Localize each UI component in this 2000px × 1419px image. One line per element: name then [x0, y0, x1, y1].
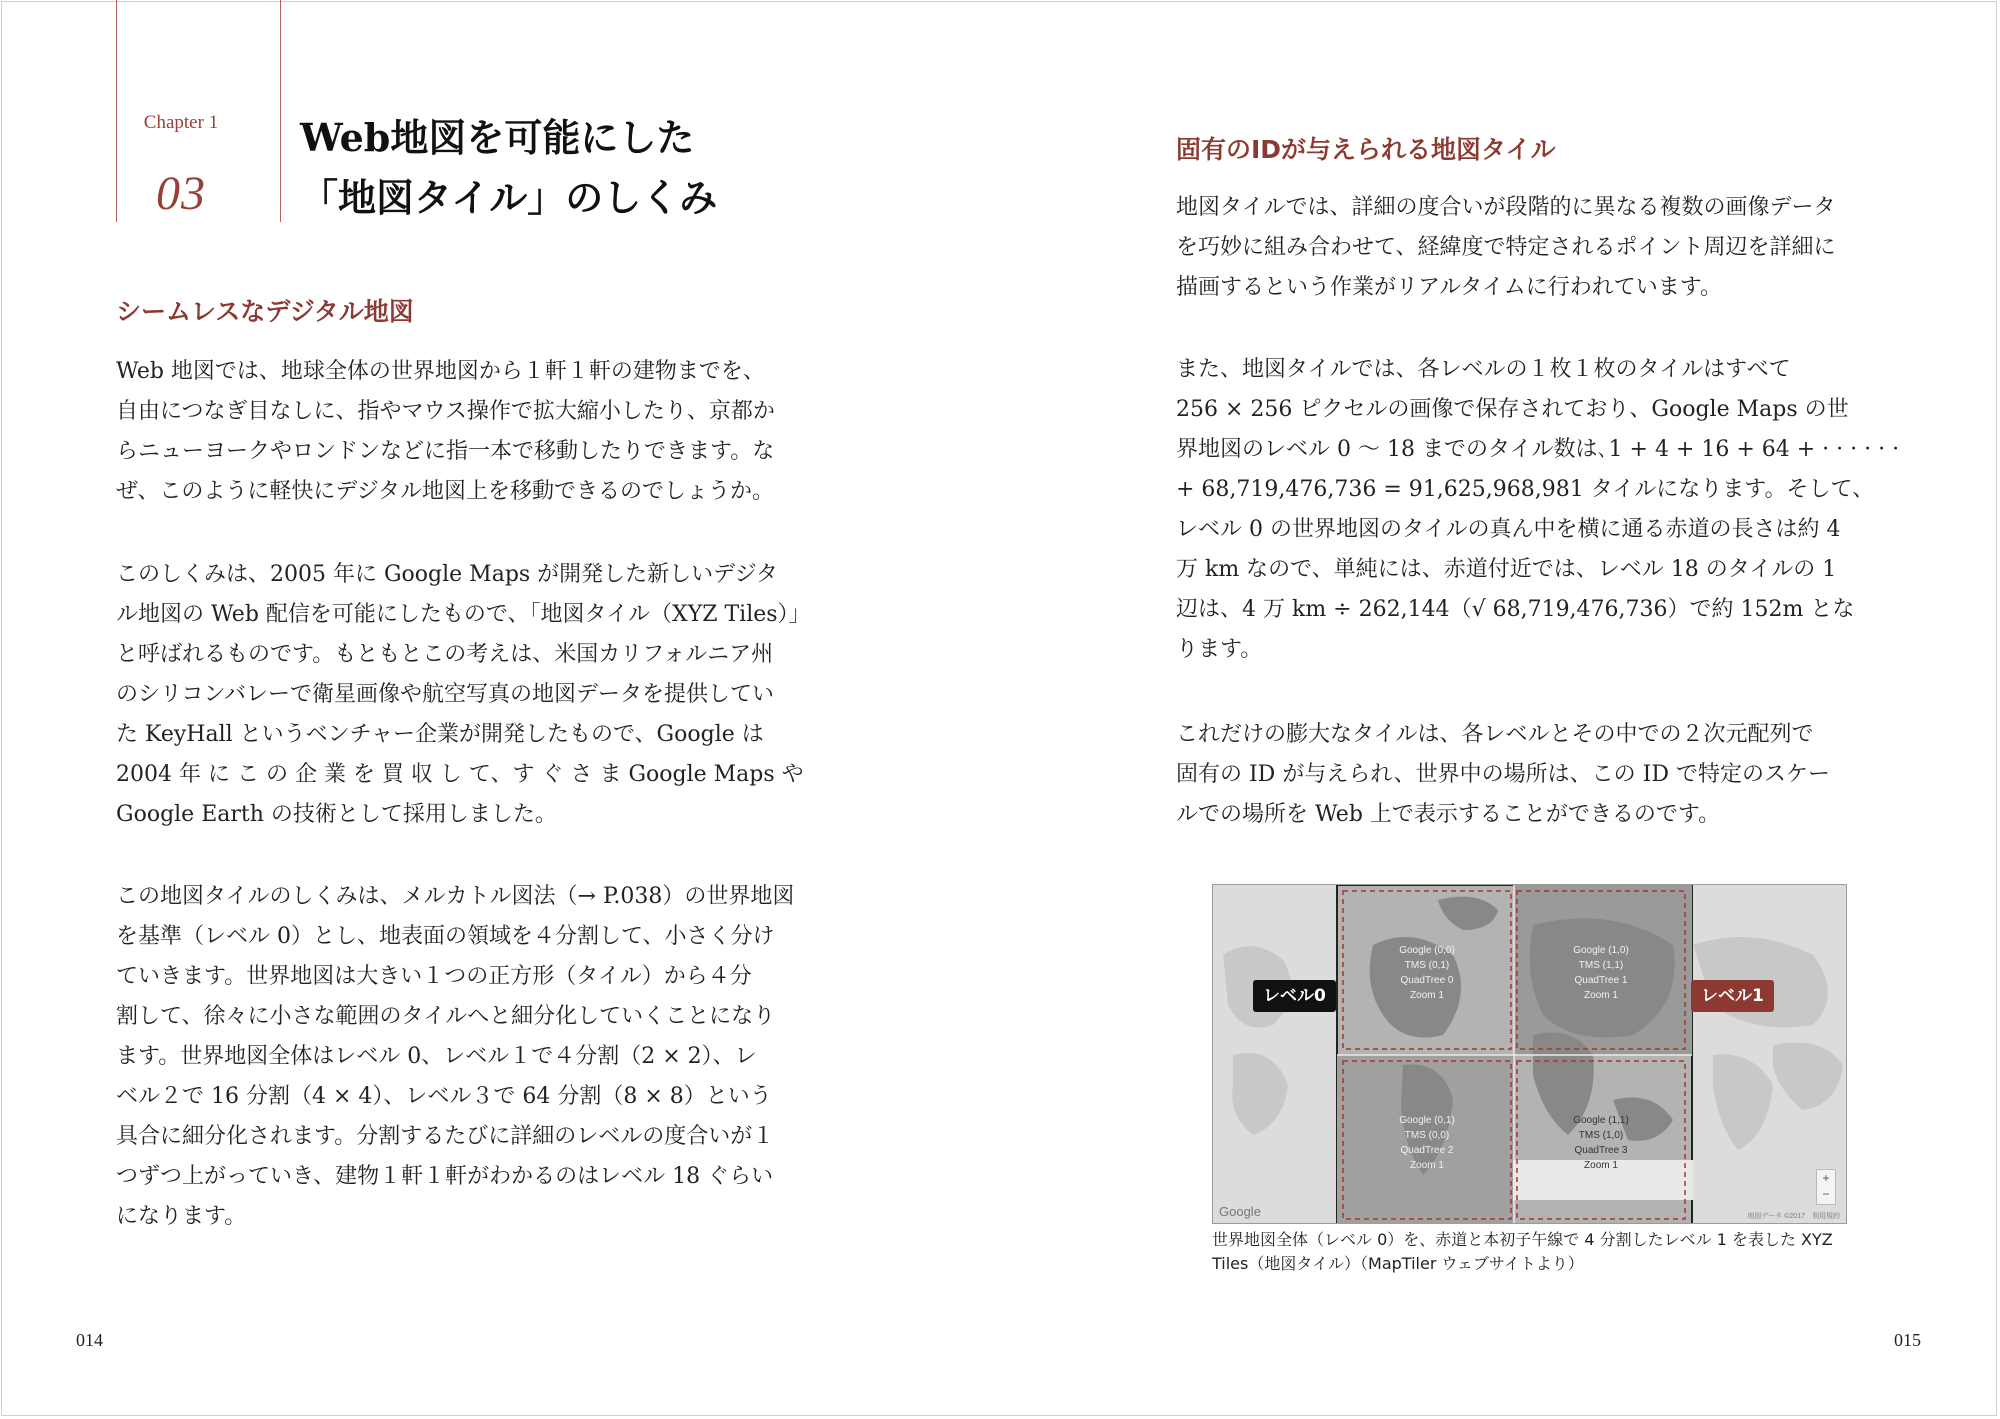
left-paragraph-3: [116, 877, 794, 1237]
chapter-number: 03: [156, 167, 206, 220]
tile-zoom: Zoom 1: [1410, 990, 1444, 1001]
text-line: つずつ上がっていき、建物１軒１軒がわかるのはレベル 18 ぐらい: [116, 1164, 774, 1189]
text-line: ります。: [1176, 637, 1263, 662]
tile-quadtree: QuadTree 2: [1400, 1145, 1454, 1156]
text-line: ベル２で 16 分割（4 × 4）、レベル３で 64 分割（8 × 8）という: [116, 1084, 772, 1109]
tile-google-coord: Google (1,0): [1573, 945, 1629, 956]
page-number-right: 015: [1894, 1330, 1921, 1350]
section-heading-tile-id: 固有のIDが与えられる地図タイル: [1176, 135, 1556, 164]
tile-quadtree: QuadTree 0: [1400, 975, 1454, 986]
text-line: ます。世界地図全体はレベル 0、レベル１で４分割（2 × 2）、レ: [116, 1044, 757, 1069]
tile-label-1-0: [1541, 943, 1661, 1003]
tile-google-coord: Google (1,1): [1573, 1115, 1629, 1126]
tile-zoom: Zoom 1: [1584, 1160, 1618, 1171]
page-number-left: 014: [76, 1330, 103, 1350]
page-title: [300, 108, 860, 228]
tile-google-coord: Google (0,1): [1399, 1115, 1455, 1126]
text-line: 自由につなぎ目なしに、指やマウス操作で拡大縮小したり、京都か: [116, 399, 775, 424]
text-line: また、地図タイルでは、各レベルの１枚１枚のタイルはすべて: [1176, 357, 1791, 382]
world-map-image: [1213, 885, 1847, 1224]
tile-label-0-0: [1367, 943, 1487, 1003]
text-line: ていきます。世界地図は大きい１つの正方形（タイル）から４分: [116, 964, 752, 989]
text-line: 万 km なので、単純には、赤道付近では、レベル 18 のタイルの 1: [1176, 557, 1837, 582]
text-line: 256 × 256 ピクセルの画像で保存されており、Google Maps の世: [1176, 397, 1849, 422]
page-title-line: Web地図を可能にした: [300, 115, 695, 160]
text-line: 固有の ID が与えられ、世界中の場所は、この ID で特定のスケー: [1176, 762, 1830, 787]
level-1-tag: レベル1: [1691, 980, 1774, 1012]
text-line: 辺は、4 万 km ÷ 262,144（√ 68,719,476,736）で約 152m とな: [1176, 597, 1855, 622]
tile-label-0-1: [1367, 1113, 1487, 1173]
tile-zoom: Zoom 1: [1410, 1160, 1444, 1171]
text-line: 地図タイルでは、詳細の度合いが段階的に異なる複数の画像データ: [1176, 195, 1836, 220]
map-zoom-control[interactable]: + −: [1816, 1169, 1836, 1205]
right-paragraph-2: [1176, 350, 1899, 670]
text-line: になります。: [116, 1204, 247, 1229]
tile-tms-coord: TMS (0,1): [1404, 960, 1450, 971]
tile-quadtree: QuadTree 1: [1574, 975, 1628, 986]
text-line: この地図タイルのしくみは、メルカトル図法（→ P.038）の世界地図: [116, 884, 795, 909]
text-line: Google Earth の技術として採用しました。: [116, 802, 557, 827]
text-line: 描画するという作業がリアルタイムに行われています。: [1176, 275, 1723, 300]
text-line: を基準（レベル 0）とし、地表面の領域を４分割して、小さく分け: [116, 924, 775, 949]
caption-line: Tiles（地図タイル）（MapTiler ウェブサイトより）: [1212, 1254, 1584, 1273]
chapter-rule-right: [280, 0, 281, 222]
tile-label-1-1: [1541, 1113, 1661, 1173]
right-paragraph-3: [1176, 715, 1830, 835]
tile-google-coord: Google (0,0): [1399, 945, 1455, 956]
text-line: ル地図の Web 配信を可能にしたもので、「地図タイル（XYZ Tiles）」: [116, 602, 811, 627]
text-line: と呼ばれるものです。もともとこの考えは、米国カリフォルニア州: [116, 642, 774, 667]
text-line: 具合に細分化されます。分割するたびに詳細のレベルの度合いが１: [116, 1124, 775, 1149]
left-paragraph-2: [116, 555, 811, 835]
section-heading-seamless: シームレスなデジタル地図: [116, 297, 414, 326]
xyz-tiles-map-figure: [1212, 884, 1847, 1224]
text-line: これだけの膨大なタイルは、各レベルとその中での２次元配列で: [1176, 722, 1814, 747]
text-line: Web 地図では、地球全体の世界地図から１軒１軒の建物までを、: [116, 359, 765, 384]
text-line: 界地図のレベル 0 〜 18 までのタイル数は､1 + 4 + 16 + 64 + · · · · · ·: [1176, 437, 1900, 462]
right-paragraph-1: [1176, 188, 1836, 308]
map-attribution: 地図データ ©2017 利用規約: [1747, 1213, 1840, 1220]
text-line: 割して、徐々に小さな範囲のタイルへと細分化していくことになり: [116, 1004, 776, 1029]
google-logo: Google: [1219, 1204, 1261, 1219]
left-paragraph-1: [116, 352, 775, 512]
text-line: + 68,719,476,736 = 91,625,968,981 タイルになります。そして、: [1176, 477, 1875, 502]
chapter-label: Chapter 1: [143, 112, 219, 133]
page-title-line: 「地図タイル」のしくみ: [300, 175, 718, 220]
tile-zoom: Zoom 1: [1584, 990, 1618, 1001]
caption-line: 世界地図全体（レベル 0）を、赤道と本初子午線で 4 分割したレベル 1 を表した XYZ: [1212, 1230, 1833, 1249]
text-line: らニューヨークやロンドンなどに指一本で移動したりできます。な: [116, 439, 775, 464]
level-0-tag: レベル0: [1253, 980, 1336, 1012]
text-line: 2004 年 に こ の 企 業 を 買 収 し て、す ぐ さ ま Google Maps や: [116, 762, 804, 787]
text-line: このしくみは、2005 年に Google Maps が開発した新しいデジタ: [116, 562, 778, 587]
tile-tms-coord: TMS (1,0): [1578, 1130, 1624, 1141]
text-line: レベル 0 の世界地図のタイルの真ん中を横に通る赤道の長さは約 4: [1176, 517, 1841, 542]
tile-quadtree: QuadTree 3: [1574, 1145, 1628, 1156]
text-line: た KeyHall というベンチャー企業が開発したもので、Google は: [116, 722, 764, 747]
text-line: のシリコンバレーで衛星画像や航空写真の地図データを提供してい: [116, 682, 775, 707]
figure-caption: [1212, 1228, 1862, 1276]
text-line: ぜ、このように軽快にデジタル地図上を移動できるのでしょうか。: [116, 479, 775, 504]
tile-tms-coord: TMS (0,0): [1404, 1130, 1450, 1141]
text-line: ルでの場所を Web 上で表示することができるのです。: [1176, 802, 1721, 827]
tile-tms-coord: TMS (1,1): [1578, 960, 1624, 971]
text-line: を巧妙に組み合わせて、経緯度で特定されるポイント周辺を詳細に: [1176, 235, 1836, 260]
